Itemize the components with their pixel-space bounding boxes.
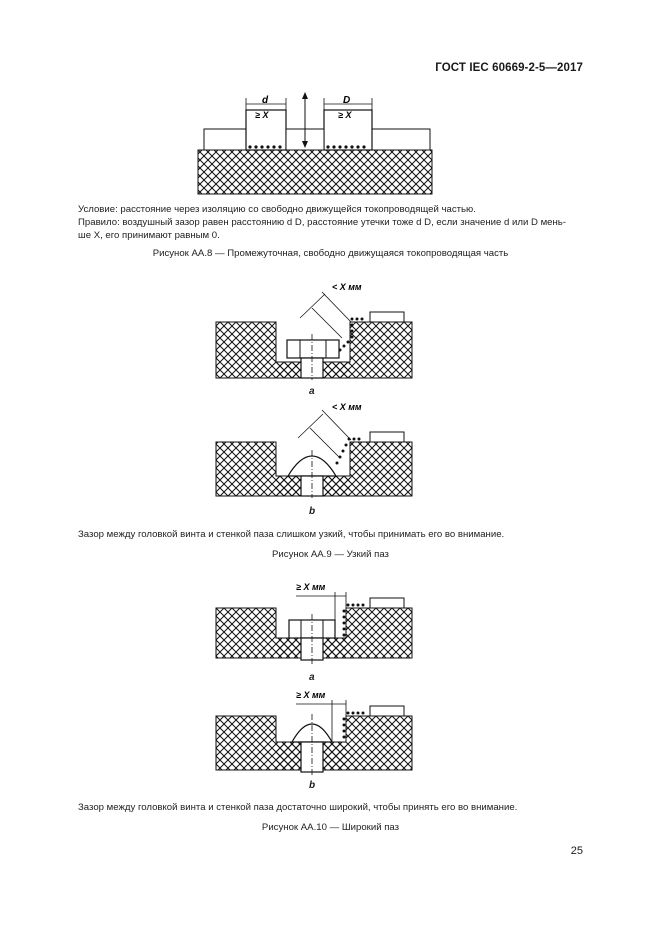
- dim-ge-x-left: ≥ X: [255, 110, 269, 120]
- fig9-note: Зазор между головкой винта и стенкой паза слишком узкий, чтобы принимать его во внимание.: [78, 529, 505, 540]
- fig10b-sublabel: b: [309, 780, 316, 791]
- dim-ge-x-right: ≥ X: [338, 110, 352, 120]
- standard-header: ГОСТ IEC 60669-2-5—2017: [435, 62, 583, 74]
- fig10-note: Зазор между головкой винта и стенкой паза достаточно широкий, чтобы принять его во внимание.: [78, 802, 518, 813]
- fig8-rule-line2: ше X, его принимают равным 0.: [78, 230, 220, 241]
- fig8-rule-line1: Правило: воздушный зазор равен расстоянию d D, расстояние утечки тоже d D, если значение d или D мень-: [78, 217, 567, 228]
- fig8-condition: Условие: расстояние через изоляцию со свободно движущейся токопроводящей частью.: [78, 204, 476, 215]
- fig10a-label: ≥ X мм: [296, 582, 326, 592]
- figure-aa10a-diagram: [0, 576, 661, 674]
- fig10b-label: ≥ X мм: [296, 690, 326, 700]
- fig10a-sublabel: а: [309, 672, 315, 683]
- figure-aa9a-diagram: [0, 278, 661, 380]
- fig10-caption: Рисунок АА.10 — Широкий паз: [261, 822, 400, 833]
- figure-aa8-diagram: [0, 88, 661, 198]
- fig9b-sublabel: b: [309, 506, 316, 517]
- fig9a-sublabel: а: [309, 386, 315, 397]
- fig8-caption: Рисунок АА.8 — Промежуточная, свободно движущаяся токопроводящая часть: [152, 248, 509, 259]
- dim-d-big: D: [343, 95, 351, 106]
- figure-aa9b-diagram: [0, 396, 661, 502]
- fig9a-label: < X мм: [332, 282, 362, 292]
- fig9b-label: < X мм: [332, 402, 362, 412]
- fig9-caption: Рисунок АА.9 — Узкий паз: [272, 549, 389, 560]
- dim-d-small: d: [262, 95, 269, 106]
- page-number: 25: [570, 845, 583, 857]
- figure-aa10b-diagram: [0, 684, 661, 786]
